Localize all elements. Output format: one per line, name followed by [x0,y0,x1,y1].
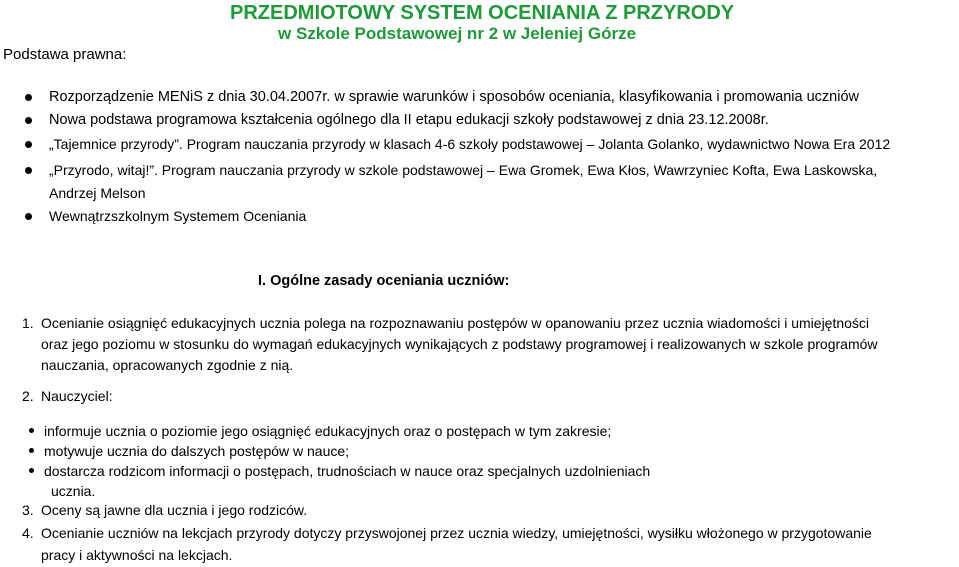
bullet-icon [25,94,32,101]
point-text-line: Ocenianie osiągnięć edukacyjnych ucznia polega na rozpoznawaniu postępów w opanowaniu przez ucznia wiadomości i umiejętności [41,315,870,331]
bullet-icon [25,167,32,174]
sub-list-item-text: informuje ucznia o poziomie jego osiągnięć edukacyjnych oraz o postępach w tym zakresie; [44,423,612,439]
point-number: 3. [22,502,34,518]
document-subtitle: w Szkole Podstawowej nr 2 w Jeleniej Górze [278,24,637,43]
point-1 [0,313,959,379]
legal-basis-label: Podstawa prawna: [3,46,127,63]
bullet-icon [29,428,34,433]
bullet-icon [25,141,32,148]
point-2 [0,386,959,408]
bullet-icon [25,213,32,220]
list-item-text: Nowa podstawa programowa kształcenia ogólnego dla II etapu edukacji szkoły podstawowej z dnia 23.12.2008r. [49,112,769,128]
point-3 [0,500,959,522]
point-4 [0,523,959,567]
point-text-line: pracy i aktywności na lekcjach. [41,547,233,563]
point-number: 1. [22,315,34,331]
bullet-icon [29,468,34,473]
list-item-text: „Przyrodo, witaj!”. Program nauczania przyrody w szkole podstawowej – Ewa Gromek, Ewa Kłos, Wawrzyniec Kofta, Ewa Laskowska, [49,162,878,178]
point-number: 2. [22,388,34,404]
point-text-line: oraz jego poziomu w stosunku do wymagań edukacyjnych wynikających z podstawy programowej i realizowanych w szkole programów [41,336,878,352]
bullet-icon [29,448,34,453]
sub-list-item [29,441,349,461]
document-title: PRZEDMIOTOWY SYSTEM OCENIANIA Z PRZYRODY [230,2,735,24]
sub-list-item-text: motywuje ucznia do dalszych postępów w nauce; [44,443,350,459]
point-text: Oceny są jawne dla ucznia i jego rodziców. [41,502,308,518]
sub-list-item [29,421,611,441]
sub-list-item-continuation: ucznia. [51,483,96,499]
list-item-text: Andrzej Melson [49,185,146,201]
sub-list-item [29,461,650,481]
point-number: 4. [22,525,34,541]
point-text: Nauczyciel: [41,388,113,404]
sub-list-item-text: dostarcza rodzicom informacji o postępach, trudnościach w nauce oraz specjalnych uzdolnieniach [44,463,651,479]
bullet-icon [25,117,32,124]
section-heading: I. Ogólne zasady oceniania uczniów: [258,273,510,289]
point-text-line: Ocenianie uczniów na lekcjach przyrody dotyczy przyswojonej przez ucznia wiedzy, umiejętności, wysiłku włożonego w przygotowanie [41,525,872,541]
point-text-line: nauczania, opracowanych zgodnie z nią. [41,357,294,373]
list-item-text: Wewnątrzszkolnym Systemem Oceniania [49,208,307,224]
list-item-text: Rozporządzenie MENiS z dnia 30.04.2007r. w sprawie warunków i sposobów oceniania, klasyfikowania i promowania uczniów [49,89,860,105]
list-item-text: „Tajemnice przyrody”. Program nauczania przyrody w klasach 4-6 szkoły podstawowej – Jolanta Golanko, wydawnictwo Nowa Era 2012 [49,136,891,152]
